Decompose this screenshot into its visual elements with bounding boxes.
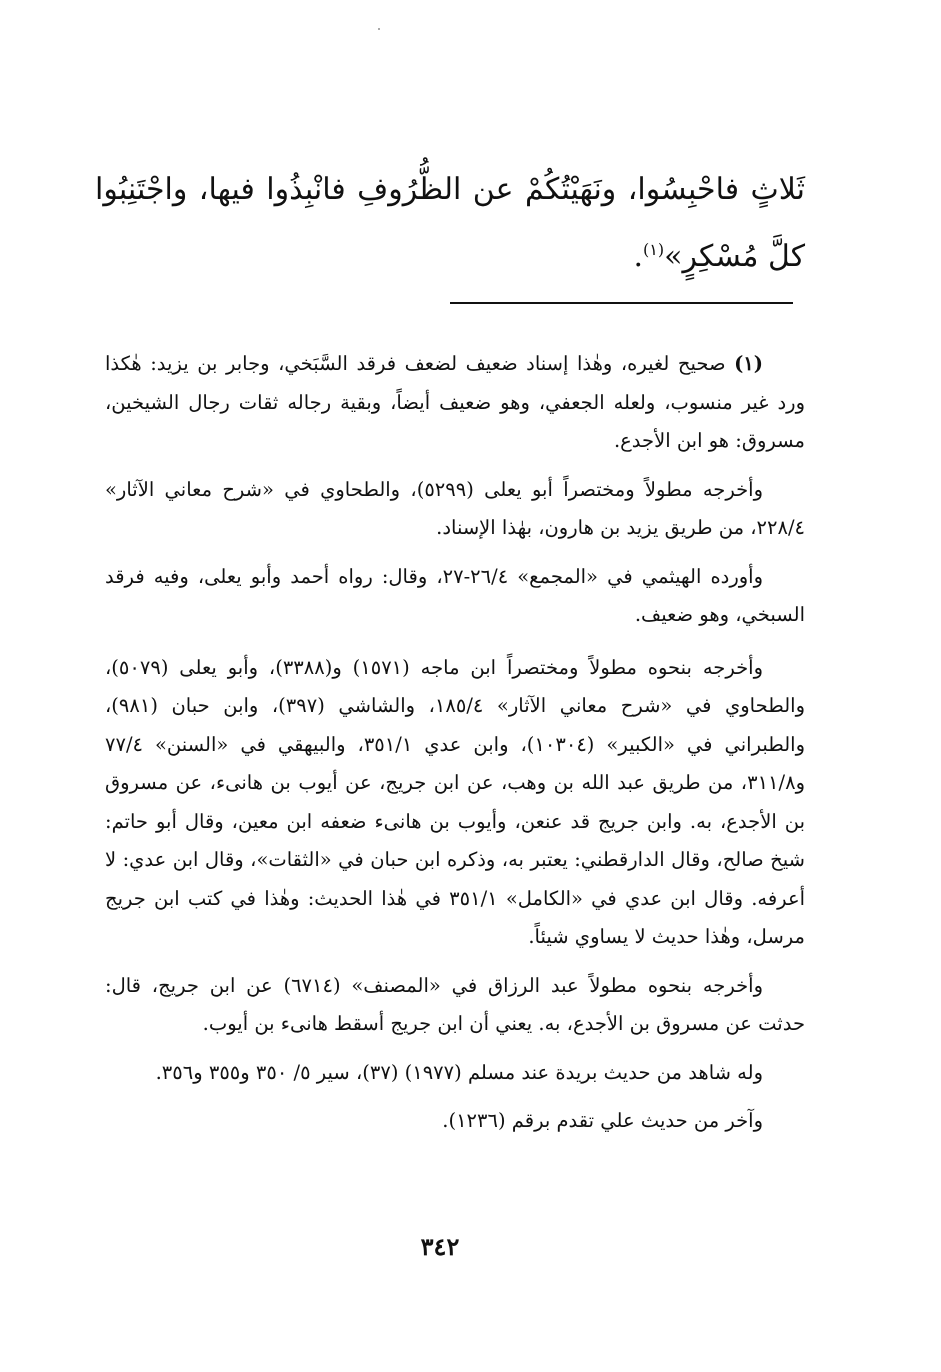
footnote-paragraph: وله شاهد من حديث بريدة عند مسلم (١٩٧٧) (٣٧)، سير ٥/ ٣٥٠ و٣٥٥ و٣٥٦. (155, 1060, 763, 1084)
footnote-paragraph: وآخر من حديث علي تقدم برقم (١٢٣٦). (442, 1109, 763, 1132)
footnote-paragraph: وأخرجه بنحوه مطولاً عبد الرزاق في «المصنف» (٦٧١٤) عن ابن جريج، قال: حدثت عن مسروق بن الأجدع، به. يعني أن ابن جريج أسقط هانىء بن أيوب. (105, 973, 805, 1035)
footnote-paragraph: وأخرجه مطولاً ومختصراً أبو يعلى (٥٢٩٩)، والطحاوي في «شرح معاني الآثار» ٢٢٨/٤، من طريق يزيد بن هارون، بهٰذا الإسناد. (105, 477, 805, 539)
hadith-body: ثَلاثٍ فاحْبِسُوا، ونَهَيْتُكُمْ عن الظُّرُوفِ فانْبِذُوا فيها، واجْتَنِبُوا كلَّ مُسْكِرٍ» (95, 172, 805, 274)
footnote-separator (450, 302, 793, 304)
footnote-paragraph: وأخرجه بنحوه مطولاً ومختصراً ابن ماجه (١٥٧١) و(٣٣٨٨)، وأبو يعلى (٥٠٧٩)، والطحاوي في «شرح معاني الآثار» ١٨٥/٤، والشاشي (٣٩٧)، وابن حبان (٩٨١)، والطبراني في «الكبير» (١٠٣٠٤)، وابن عدي ٣٥١/١، والبيهقي في «السنن» ٧٧/٤ و٣١١/٨، من طريق عبد الله بن وهب، عن ابن جريج، عن أيوب بن هانىء، عن مسروق بن الأجدع، به. وابن جريج قد عنعن، وأيوب بن هانىء ضعفه ابن معين، وقال أبو حاتم: شيخ صالح، وقال الدارقطني: يعتبر به، وذكره ابن حبان في «الثقات»، وقال ابن عدي: لا أعرفه. وقال ابن عدي في «الكامل» ٣٥١/١ في هٰذا الحديث: وهٰذا في كتب ابن جريج مرسل، وهٰذا حديث لا يساوي شيئاً. (105, 655, 805, 948)
footnote-number: (١) (734, 352, 764, 375)
footnote-paragraph: وأورده الهيثمي في «المجمع» ٢٦/٤-٢٧، وقال: رواه أحمد وأبو يعلى، وفيه فرقد السبخي، وهو ضعيف. (105, 564, 805, 626)
scan-speck (378, 28, 380, 30)
page-number: ٣٤٢ (420, 1232, 460, 1261)
hadith-end: . (633, 239, 644, 274)
hadith-paragraph (95, 160, 805, 287)
footnote-reference: (١) (643, 240, 665, 259)
footnotes (105, 345, 805, 1151)
hadith-text (95, 160, 805, 287)
footnote-paragraph (105, 345, 805, 461)
footnote-text: صحيح لغيره، وهٰذا إسناد ضعيف لضعف فرقد السَّبَخي، وجابر بن يزيد: هٰكذا ورد غير منسوب، ولعله الجعفي، وهو ضعيف أيضاً، وبقية رجاله ثقات رجال الشيخين، مسروق: هو ابن الأجدع. (105, 352, 805, 452)
